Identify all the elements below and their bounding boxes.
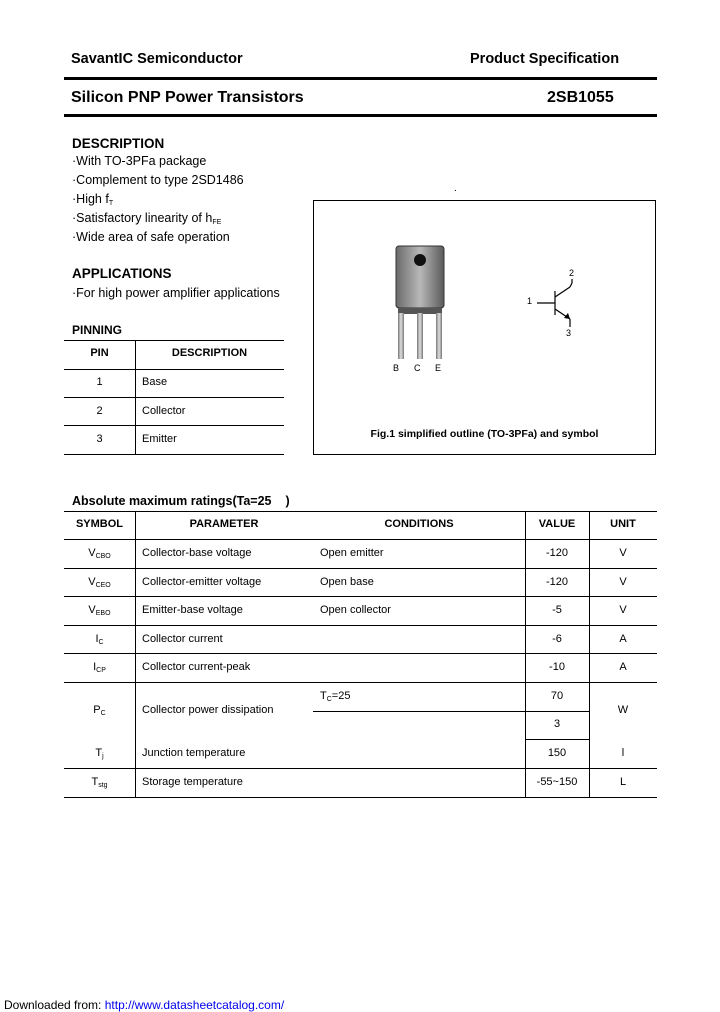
lead-label-b: B <box>393 363 400 373</box>
rating-value: 70 <box>550 690 564 702</box>
rating-condition: Open base <box>320 576 374 588</box>
figure-caption: Fig.1 simplified outline (TO-3PFa) and symbol <box>370 428 599 440</box>
rating-value: -6 <box>552 633 562 645</box>
rating-value: -120 <box>545 576 569 588</box>
description-item-1: ·With TO-3PFa package <box>72 154 207 168</box>
pin-number: 3 <box>96 433 103 445</box>
pinning-title: PINNING <box>72 323 123 337</box>
rating-parameter: Collector current-peak <box>142 661 251 673</box>
rating-symbol: $I_{CP}$ <box>93 661 106 674</box>
pinning-header-desc: DESCRIPTION <box>171 347 248 359</box>
rating-value: -55~150 <box>536 776 578 788</box>
rating-parameter: Collector power dissipation <box>142 704 274 716</box>
rating-parameter: Collector-base voltage <box>142 547 252 559</box>
rating-value: -5 <box>552 604 562 616</box>
footer-prefix: Downloaded from: <box>4 998 102 1012</box>
rating-symbol: $T_{stg}$ <box>91 776 108 789</box>
description-item-3: ·High $f_T$ <box>72 192 114 207</box>
symbol-pin-1: 1 <box>527 296 533 306</box>
rating-value: -10 <box>549 661 565 673</box>
pin-number: 2 <box>96 405 103 417</box>
rating-parameter: Collector-emitter voltage <box>142 576 262 588</box>
rating-symbol: $V_{CBO}$ <box>88 547 111 560</box>
rating-value: -120 <box>545 547 569 559</box>
header-rule-top <box>64 77 657 80</box>
description-item-5: ·Wide area of safe operation <box>72 230 230 244</box>
rating-condition: Open collector <box>320 604 391 616</box>
rating-parameter: Junction temperature <box>142 747 246 759</box>
ratings-header-conditions: CONDITIONS <box>384 518 454 530</box>
pin-description: Collector <box>142 405 186 417</box>
header-rule-bottom <box>64 114 657 117</box>
ratings-header-symbol: SYMBOL <box>75 518 124 530</box>
ratings-header-parameter: PARAMETER <box>189 518 259 530</box>
rating-symbol: $V_{CEO}$ <box>88 576 111 589</box>
rating-symbol: $V_{EBO}$ <box>88 604 111 617</box>
description-item-2: ·Complement to type 2SD1486 <box>72 173 244 187</box>
symbol-pin-3: 3 <box>566 328 572 338</box>
lead-label-e: E <box>435 363 442 373</box>
rating-unit: l <box>621 747 625 759</box>
product-line: Silicon PNP Power Transistors <box>71 89 304 106</box>
doc-type: Product Specification <box>470 51 620 67</box>
rating-unit: A <box>619 633 627 645</box>
rating-unit: L <box>619 776 627 788</box>
rating-condition: $T_C=25$ <box>320 690 351 703</box>
pin-description: Emitter <box>142 433 177 445</box>
rating-condition: Open emitter <box>320 547 384 559</box>
ratings-title: Absolute maximum ratings(Ta=25 ) <box>72 494 290 508</box>
rating-parameter: Storage temperature <box>142 776 243 788</box>
rating-parameter: Collector current <box>142 633 223 645</box>
pinning-header-pin: PIN <box>90 347 109 359</box>
pin-number: 1 <box>96 376 103 388</box>
rating-value: 3 <box>553 718 561 730</box>
rating-symbol: $I_C$ <box>95 633 104 646</box>
rating-unit: V <box>619 547 627 559</box>
transistor-outline-icon <box>314 201 655 454</box>
rating-unit: V <box>619 604 627 616</box>
rating-symbol: $P_C$ <box>93 704 106 717</box>
rating-unit: A <box>619 661 627 673</box>
stray-dot: . <box>454 183 457 194</box>
part-number: 2SB1055 <box>547 89 614 106</box>
ratings-header-value: VALUE <box>538 518 576 530</box>
description-item-4: ·Satisfactory linearity of $h_{FE}$ <box>72 211 222 226</box>
footer <box>4 998 284 1012</box>
rating-parameter: Emitter-base voltage <box>142 604 243 616</box>
rating-value: 150 <box>547 747 567 759</box>
ratings-header-unit: UNIT <box>610 518 636 530</box>
applications-item-1: ·For high power amplifier applications <box>72 286 280 300</box>
lead-label-c: C <box>414 363 421 373</box>
rating-unit: V <box>619 576 627 588</box>
applications-title: APPLICATIONS <box>72 266 172 281</box>
rating-symbol: $T_j$ <box>95 747 104 760</box>
description-title: DESCRIPTION <box>72 136 165 151</box>
pin-description: Base <box>142 376 168 388</box>
footer-link[interactable]: http://www.datasheetcatalog.com/ <box>104 998 285 1012</box>
symbol-pin-2: 2 <box>569 268 575 278</box>
rating-unit: W <box>617 704 629 716</box>
figure-box <box>313 200 656 455</box>
company-name: SavantIC Semiconductor <box>71 51 243 67</box>
